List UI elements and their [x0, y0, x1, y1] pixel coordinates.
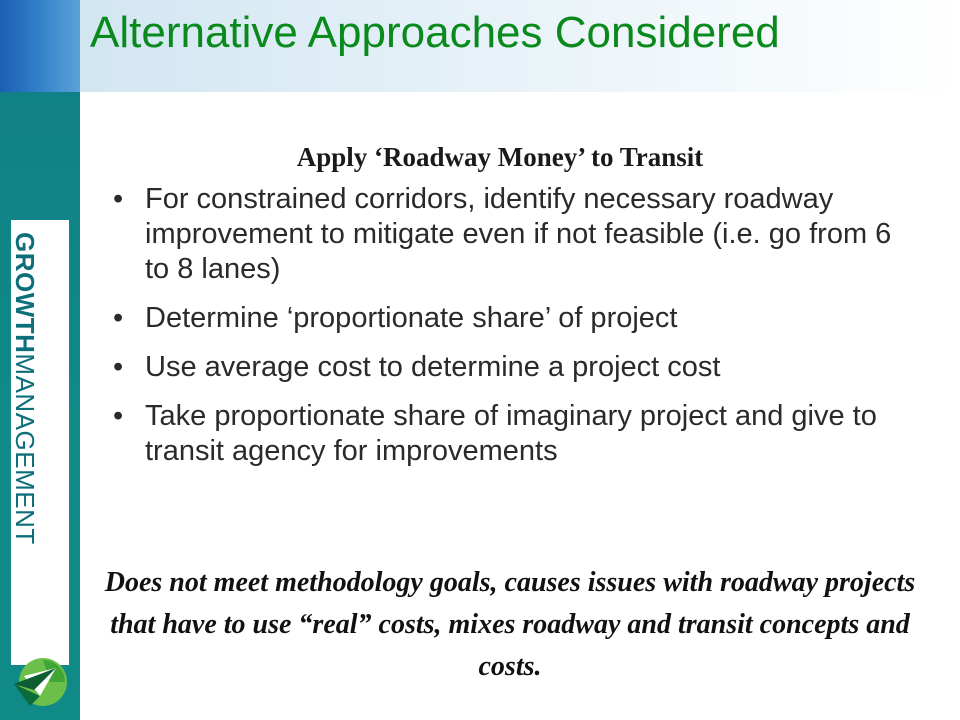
bullet-text: Take proportionate share of imaginary project and give to transit agency for improvements [145, 400, 877, 467]
slide-title: Alternative Approaches Considered [90, 8, 780, 57]
brand-regular: MANAGEMENT [10, 353, 40, 545]
bullet-text: For constrained corridors, identify necessary roadway improvement to mitigate even if not feasible (i.e. go from 6 to 8 lanes) [145, 183, 892, 285]
bullet-item [113, 399, 913, 469]
bullet-glyph: • [113, 302, 124, 334]
sidebar-top-band [0, 0, 80, 92]
conclusion-note: Does not meet methodology goals, causes issues with roadway projects that have to use “real” costs, mixes roadway and transit concepts and costs. [104, 567, 916, 682]
arrow-leaf-logo-icon [10, 654, 68, 712]
bullet-glyph: • [113, 351, 124, 383]
brand-bold: GROWTH [10, 232, 40, 354]
brand-wordmark [9, 232, 40, 545]
bullet-glyph: • [113, 400, 124, 432]
bullet-item [113, 182, 913, 287]
bullet-item [113, 301, 913, 336]
bullet-text: Determine ‘proportionate share’ of project [145, 302, 678, 334]
bullet-list [113, 182, 913, 483]
slide-subtitle: Apply ‘Roadway Money’ to Transit [296, 142, 704, 172]
bullet-item [113, 350, 913, 385]
bullet-text: Use average cost to determine a project cost [145, 351, 721, 383]
bullet-glyph: • [113, 183, 124, 215]
